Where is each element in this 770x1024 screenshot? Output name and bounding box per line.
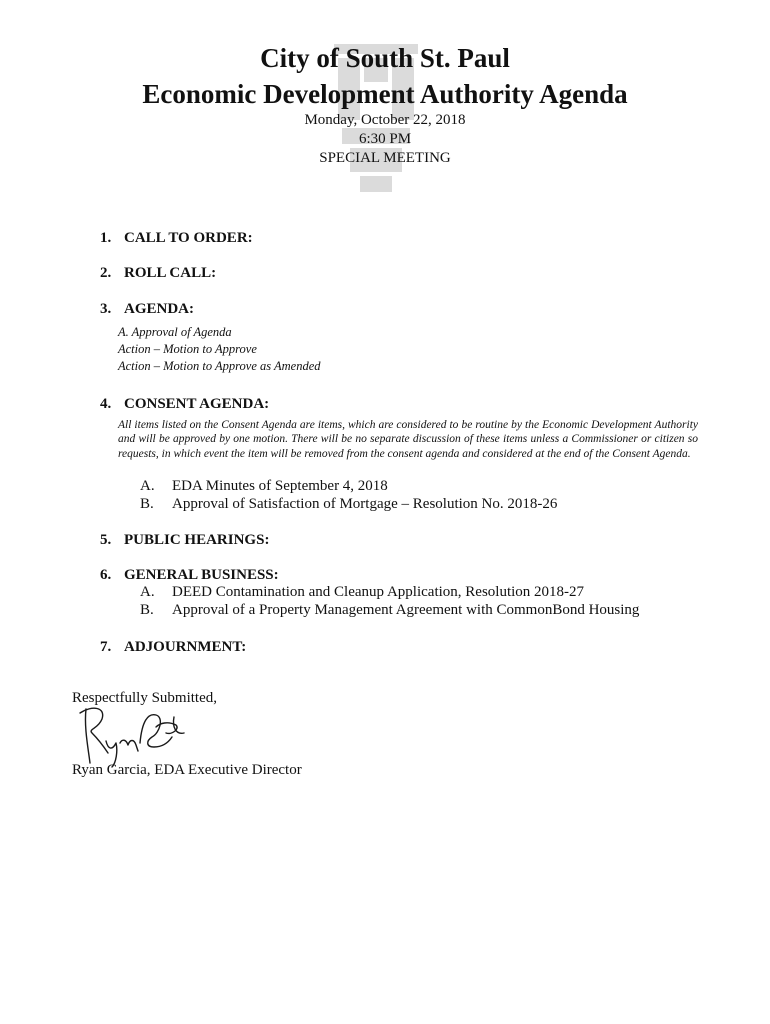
item-text: EDA Minutes of September 4, 2018 [172,478,388,494]
agenda-action-amended: Action – Motion to Approve as Amended [118,359,321,373]
section-number: 6. [100,567,112,583]
document-title: City of South St. Paul [260,43,510,73]
section-title: AGENDA: [124,301,194,317]
section-number: 7. [100,639,112,655]
section-public-hearings [100,530,269,550]
item-letter: A. [140,478,155,494]
consent-item [140,476,388,496]
business-item [140,600,639,620]
section-call-to-order [100,228,253,248]
meeting-date: Monday, October 22, 2018 [304,112,466,128]
meeting-time: 6:30 PM [358,131,412,147]
business-item [140,582,584,602]
agenda-item-approval: A. Approval of Agenda [118,325,232,339]
section-title: GENERAL BUSINESS: [124,567,279,583]
meeting-type: SPECIAL MEETING [319,150,451,166]
item-text: DEED Contamination and Cleanup Application, Resolution 2018-27 [172,584,585,600]
section-consent-agenda [100,394,269,414]
section-agenda [100,299,194,319]
closing-submitted: Respectfully Submitted, [72,690,217,706]
section-number: 2. [100,265,112,281]
document-subtitle: Economic Development Authority Agenda [142,79,628,109]
item-letter: B. [140,602,154,618]
closing-signer: Ryan Garcia, EDA Executive Director [72,762,302,778]
section-number: 4. [100,396,112,412]
section-adjournment [100,637,246,657]
section-title: CONSENT AGENDA: [124,396,270,412]
item-text: Approval of Satisfaction of Mortgage – Resolution No. 2018-26 [172,496,558,512]
section-title: ADJOURNMENT: [124,639,247,655]
consent-item [140,494,557,514]
section-title: ROLL CALL: [124,265,217,281]
section-title: CALL TO ORDER: [124,230,253,246]
section-number: 5. [100,532,112,548]
item-letter: B. [140,496,154,512]
section-number: 1. [100,230,112,246]
section-number: 3. [100,301,112,317]
section-roll-call [100,263,216,283]
item-letter: A. [140,584,155,600]
section-title: PUBLIC HEARINGS: [124,532,270,548]
item-text: Approval of a Property Management Agreement with CommonBond Housing [172,602,640,618]
agenda-action-approve: Action – Motion to Approve [118,342,257,356]
consent-description: All items listed on the Consent Agenda are items, which are considered to be routine by the Economic Development Authority and will be approved by one motion. There will be no separate discussion of these items unless a Commissioner or citizen so requests, in which event the item will be removed from the consent agenda and considered at the end of the Consent Agenda. [118,419,698,460]
